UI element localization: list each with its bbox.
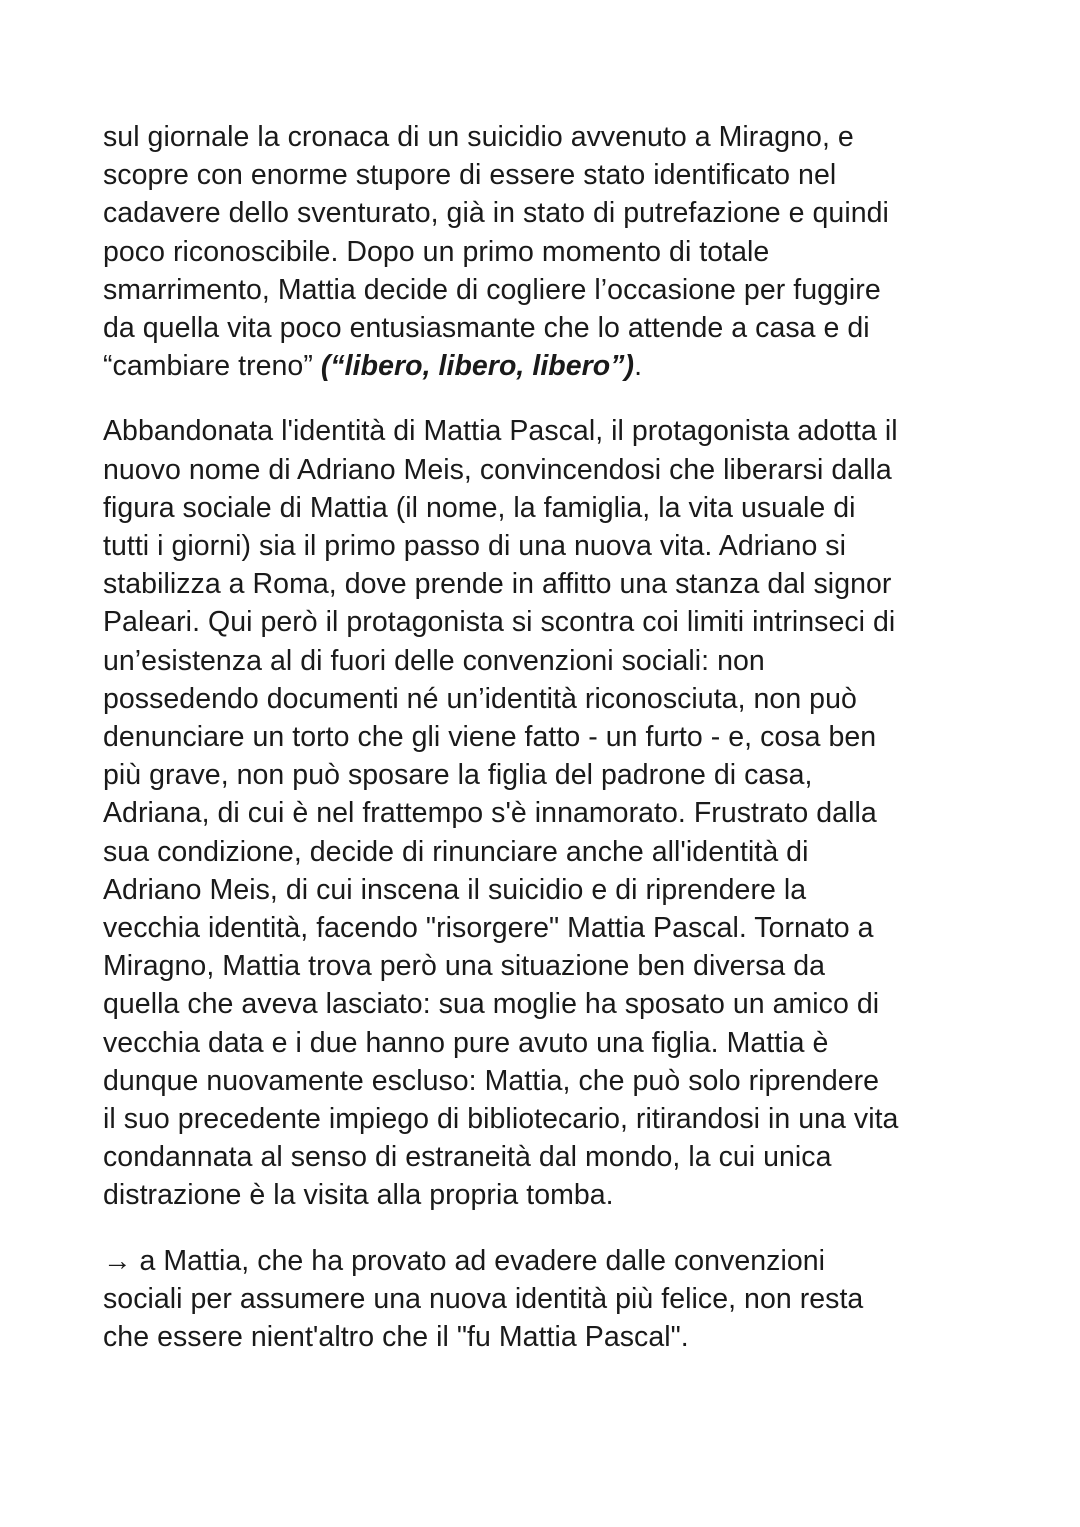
text-line-with-quote	[103, 347, 1003, 385]
text-line: il suo precedente impiego di bibliotecario, ritirandosi in una vita	[103, 1103, 899, 1136]
document-page	[103, 118, 1003, 1356]
text-line: sua condizione, decide di rinunciare anche all'identità di	[103, 835, 809, 868]
text-line: Abbandonata l'identità di Mattia Pascal, il protagonista adotta il	[103, 415, 898, 448]
text-line: scopre con enorme stupore di essere stato identificato nel	[103, 159, 837, 192]
text-line: cadavere dello sventurato, già in stato di putrefazione e quindi	[103, 197, 889, 230]
text-line: Paleari. Qui però il protagonista si scontra coi limiti intrinseci di	[103, 606, 896, 639]
text-line: che essere nient'altro che il "fu Mattia Pascal".	[103, 1321, 689, 1354]
text-line: Adriana, di cui è nel frattempo s'è innamorato. Frustrato dalla	[103, 797, 877, 830]
text-line: → a Mattia, che ha provato ad evadere dalle convenzioni	[103, 1244, 826, 1277]
text-segment: “cambiare treno”	[103, 350, 321, 383]
text-line: sociali per assumere una nuova identità più felice, non resta	[103, 1282, 864, 1315]
paragraph-adriano-meis	[103, 412, 1003, 1214]
text-line: vecchia identità, facendo "risorgere" Mattia Pascal. Tornato a	[103, 912, 874, 945]
text-line: condannata al senso di estraneità dal mondo, la cui unica	[103, 1141, 832, 1174]
text-line: smarrimento, Mattia decide di cogliere l’occasione per fuggire	[103, 273, 881, 306]
text-line: Miragno, Mattia trova però una situazione ben diversa da	[103, 950, 826, 983]
paragraph-suicide-news	[103, 118, 1003, 385]
text-line: sul giornale la cronaca di un suicidio avvenuto a Miragno, e	[103, 121, 854, 153]
text-line: dunque nuovamente escluso: Mattia, che può solo riprendere	[103, 1064, 880, 1097]
text-line: un’esistenza al di fuori delle convenzioni sociali: non	[103, 644, 765, 677]
text-line: da quella vita poco entusiasmante che lo attende a casa e di	[103, 312, 870, 345]
emphasized-quote: (“libero, libero, libero”)	[320, 350, 635, 383]
text-line: figura sociale di Mattia (il nome, la famiglia, la vita usuale di	[103, 491, 856, 524]
text-line: poco riconoscibile. Dopo un primo momento di totale	[103, 235, 770, 268]
text-line: stabilizza a Roma, dove prende in affitto una stanza dal signor	[103, 568, 892, 601]
text-segment: .	[634, 350, 643, 383]
text-line: vecchia data e i due hanno pure avuto una figlia. Mattia è	[103, 1026, 829, 1059]
text-line: più grave, non può sposare la figlia del padrone di casa,	[103, 759, 813, 792]
text-line: nuovo nome di Adriano Meis, convincendosi che liberarsi dalla	[103, 453, 892, 486]
text-line: distrazione è la visita alla propria tomba.	[103, 1179, 614, 1212]
text-line: tutti i giorni) sia il primo passo di una nuova vita. Adriano si	[103, 530, 846, 563]
paragraph-conclusion	[103, 1242, 1003, 1357]
text-line: possedendo documenti né un’identità riconosciuta, non può	[103, 682, 857, 715]
text-line: Adriano Meis, di cui inscena il suicidio e di riprendere la	[103, 873, 807, 906]
text-line: quella che aveva lasciato: sua moglie ha sposato un amico di	[103, 988, 880, 1021]
text-line: denunciare un torto che gli viene fatto - un furto - e, cosa ben	[103, 721, 877, 754]
